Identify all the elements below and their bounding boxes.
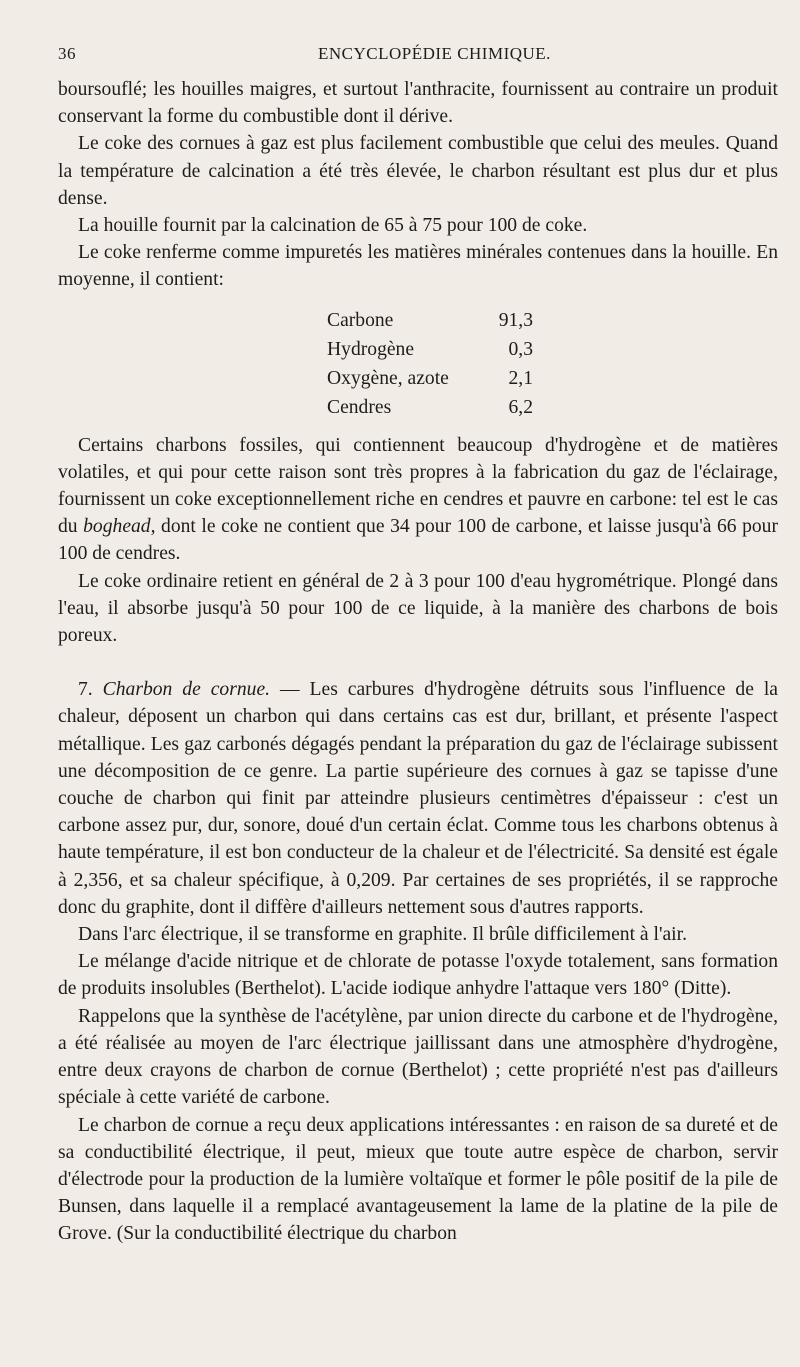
- boghead-text-before: Certains charbons fossiles, qui contiennent beaucoup d'hydrogène et de matières volatiles, et qui pour cette raison sont très propres à la fabrication du gaz de l'éclairage, fournissent un coke exceptionnellement riche en cendres et pauvre en carbone: tel est le cas du: [58, 434, 778, 538]
- component-label: Cendres: [327, 396, 392, 418]
- page-body: [58, 76, 778, 1248]
- paragraph: Le mélange d'acide nitrique et de chlorate de potasse l'oxyde totalement, sans formation de produits insolubles (Berthelot). L'acide iodique anhydre l'attaque vers 180° (Ditte).: [58, 951, 778, 1000]
- paragraph: Le charbon de cornue a reçu deux applications intéressantes : en raison de sa dureté et de sa conductibilité électrique, il peut, mieux que toute autre espèce de charbon, servir d'électrode pour la production de la lumière voltaïque et former le pôle positif de la pile de Bunsen, dans laquelle il a remplacé avantageusement la lame de la platine de la pile de Grove. (Sur la conductibilité électrique du charbon: [58, 1114, 778, 1245]
- paragraph: Dans l'arc électrique, il se transforme en graphite. Il brûle difficilement à l'air.: [78, 924, 687, 946]
- component-value: 0,3: [508, 338, 533, 360]
- paragraph: Le coke des cornues à gaz est plus facilement combustible que celui des meules. Quand la température de calcination a été très élevée, le charbon résultant est plus dur et plus dense.: [58, 133, 778, 209]
- component-label: Oxygène, azote: [327, 367, 449, 389]
- paragraph-boghead: [58, 432, 778, 568]
- table-row: [327, 306, 778, 335]
- table-row: [327, 364, 778, 393]
- page-number: 36: [58, 44, 76, 63]
- boghead-text-after: dont le coke ne contient que 34 pour 100 de carbone, et laisse jusqu'à 66 pour 100 de cendres.: [58, 516, 778, 565]
- coke-composition-table: [327, 306, 778, 422]
- paragraph: La houille fournit par la calcination de 65 à 75 pour 100 de coke.: [78, 215, 588, 237]
- boghead-term: boghead,: [83, 516, 156, 538]
- page-header: [58, 44, 778, 74]
- paragraph: boursouflé; les houilles maigres, et surtout l'anthracite, fournissent au contraire un produit conservant la forme du combustible dont il dérive.: [58, 79, 778, 128]
- component-value: 91,3: [498, 309, 533, 331]
- section-7: [58, 676, 778, 921]
- paragraph: Le coke renferme comme impuretés les matières minérales contenues dans la houille. En moyenne, il contient:: [58, 242, 778, 291]
- section-text: — Les carbures d'hydrogène détruits sous l'influence de la chaleur, déposent un charbon qui dans certains cas est dur, brillant, et présente l'aspect métallique. Les gaz carbonés dégagés pendant la préparation du gaz de l'éclairage subissent une décomposition de ce genre. La partie supérieure des cornues à gaz se tapisse d'une couche de charbon qui finit par atteindre plusieurs centimètres d'épaisseur : c'est un carbone assez pur, dur, sonore, doué d'un certain éclat. Comme tous les charbons obtenus à haute température, il est bon conducteur de la chaleur et de l'électricité. Sa densité est égale à 2,356, et sa chaleur spécifique, à 0,209. Par certaines de ses propriétés, il se rapproche donc du graphite, dont il diffère d'ailleurs nettement sous d'autres rapports.: [58, 679, 778, 918]
- section-number: 7.: [78, 679, 93, 701]
- component-label: Hydrogène: [327, 338, 415, 360]
- component-value: 2,1: [508, 367, 533, 389]
- paragraph: Le coke ordinaire retient en général de 2 à 3 pour 100 d'eau hygrométrique. Plongé dans l'eau, il absorbe jusqu'à 50 pour 100 de ce liquide, à la manière des charbons de bois poreux.: [58, 570, 778, 647]
- section-heading: Charbon de cornue.: [102, 679, 271, 701]
- component-value: 6,2: [508, 396, 533, 418]
- table-row: [327, 335, 778, 364]
- table-row: [327, 393, 778, 422]
- component-label: Carbone: [327, 309, 394, 331]
- running-title: ENCYCLOPÉDIE CHIMIQUE.: [318, 44, 551, 63]
- paragraph: Rappelons que la synthèse de l'acétylène, par union directe du carbone et de l'hydrogène, a été réalisée au moyen de l'arc électrique jaillissant dans une atmosphère d'hydrogène, entre deux crayons de charbon de cornue (Berthelot) ; cette propriété n'est pas d'ailleurs spéciale à cette variété de carbone.: [58, 1005, 778, 1109]
